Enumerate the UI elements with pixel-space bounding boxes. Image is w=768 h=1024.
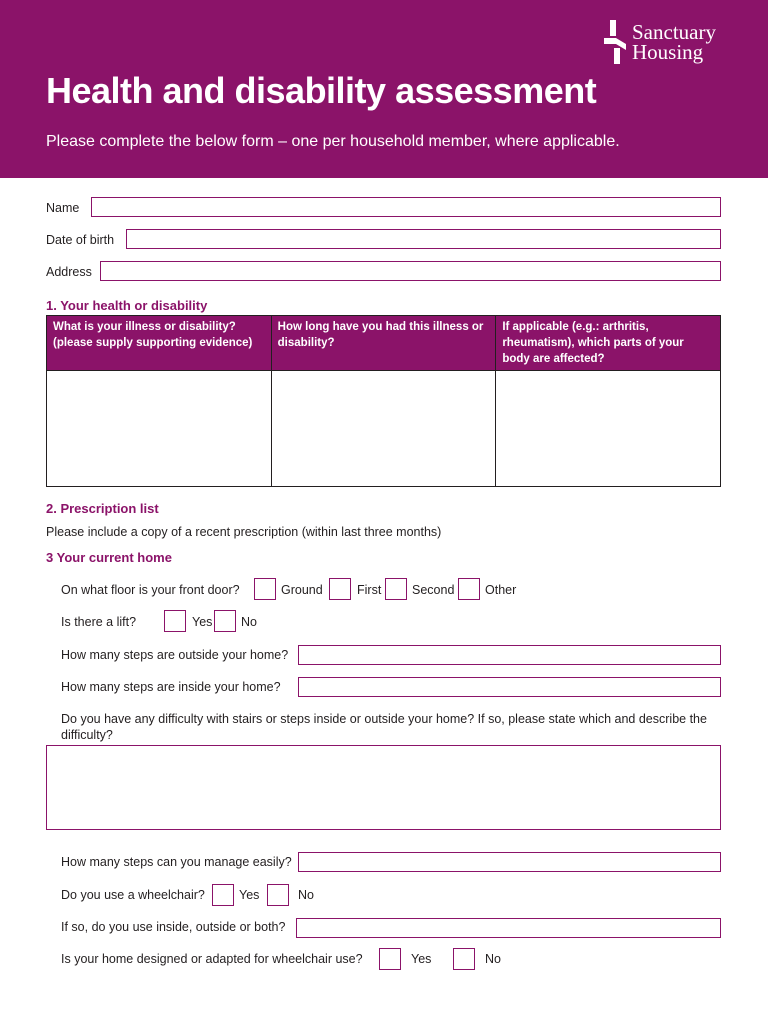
section-1-heading: 1. Your health or disability bbox=[46, 298, 208, 313]
adapted-no-label: No bbox=[485, 952, 501, 966]
steps-manage-field[interactable] bbox=[298, 852, 721, 872]
floor-first-label: First bbox=[357, 583, 382, 597]
wheelchair-no-label: No bbox=[298, 888, 314, 902]
lift-yes-label: Yes bbox=[192, 615, 213, 629]
floor-second-label: Second bbox=[412, 583, 455, 597]
adapted-question: Is your home designed or adapted for wheelchair use? bbox=[61, 952, 363, 966]
page-title: Health and disability assessment bbox=[46, 70, 597, 111]
header-banner bbox=[0, 0, 768, 178]
duration-input-cell[interactable] bbox=[271, 371, 496, 487]
logo-line-1: Sanctuary bbox=[632, 20, 716, 44]
health-table bbox=[46, 315, 721, 487]
floor-question: On what floor is your front door? bbox=[61, 583, 240, 597]
floor-ground-checkbox[interactable] bbox=[254, 578, 276, 600]
wheelchair-question: Do you use a wheelchair? bbox=[61, 888, 205, 902]
body-parts-input-cell[interactable] bbox=[496, 371, 721, 487]
page-subtitle: Please complete the below form – one per household member, where applicable. bbox=[46, 133, 620, 150]
section-3-heading: 3 Your current home bbox=[46, 550, 172, 565]
sanctuary-logo bbox=[602, 20, 716, 64]
illness-input-cell[interactable] bbox=[47, 371, 272, 487]
lift-no-checkbox[interactable] bbox=[214, 610, 236, 632]
name-label: Name bbox=[46, 201, 80, 215]
lift-no-label: No bbox=[241, 615, 257, 629]
health-col-duration: How long have you had this illness or disability? bbox=[271, 316, 496, 371]
wheelchair-where-field[interactable] bbox=[296, 918, 721, 938]
sanctuary-mark-icon bbox=[602, 20, 628, 64]
lift-question: Is there a lift? bbox=[61, 615, 137, 629]
steps-outside-label: How many steps are outside your home? bbox=[61, 648, 289, 662]
steps-inside-field[interactable] bbox=[298, 677, 721, 697]
difficulty-question: Do you have any difficulty with stairs or steps inside or outside your home? If so, please state which and describe the difficulty? bbox=[61, 712, 707, 742]
health-col-illness: What is your illness or disability? (please supply supporting evidence) bbox=[47, 316, 272, 371]
steps-inside-label: How many steps are inside your home? bbox=[61, 680, 281, 694]
floor-other-checkbox[interactable] bbox=[458, 578, 480, 600]
section-2-heading: 2. Prescription list bbox=[46, 501, 159, 516]
adapted-yes-checkbox[interactable] bbox=[379, 948, 401, 970]
wheelchair-yes-label: Yes bbox=[239, 888, 260, 902]
name-field[interactable] bbox=[91, 197, 721, 217]
dob-label: Date of birth bbox=[46, 233, 115, 247]
lift-yes-checkbox[interactable] bbox=[164, 610, 186, 632]
table-row bbox=[47, 371, 721, 487]
floor-other-label: Other bbox=[485, 583, 517, 597]
wheelchair-no-checkbox[interactable] bbox=[267, 884, 289, 906]
adapted-no-checkbox[interactable] bbox=[453, 948, 475, 970]
adapted-yes-label: Yes bbox=[411, 952, 432, 966]
floor-first-checkbox[interactable] bbox=[329, 578, 351, 600]
difficulty-textarea[interactable] bbox=[46, 745, 721, 830]
logo-line-2: Housing bbox=[632, 40, 704, 64]
wheelchair-yes-checkbox[interactable] bbox=[212, 884, 234, 906]
prescription-note: Please include a copy of a recent prescription (within last three months) bbox=[46, 525, 442, 539]
dob-field[interactable] bbox=[126, 229, 721, 249]
steps-outside-field[interactable] bbox=[298, 645, 721, 665]
health-col-body-parts: If applicable (e.g.: arthritis, rheumatism), which parts of your body are affected? bbox=[496, 316, 721, 371]
wheelchair-where-label: If so, do you use inside, outside or both? bbox=[61, 920, 286, 934]
address-field[interactable] bbox=[100, 261, 721, 281]
floor-second-checkbox[interactable] bbox=[385, 578, 407, 600]
address-label: Address bbox=[46, 265, 92, 279]
floor-ground-label: Ground bbox=[281, 583, 323, 597]
steps-manage-label: How many steps can you manage easily? bbox=[61, 855, 292, 869]
